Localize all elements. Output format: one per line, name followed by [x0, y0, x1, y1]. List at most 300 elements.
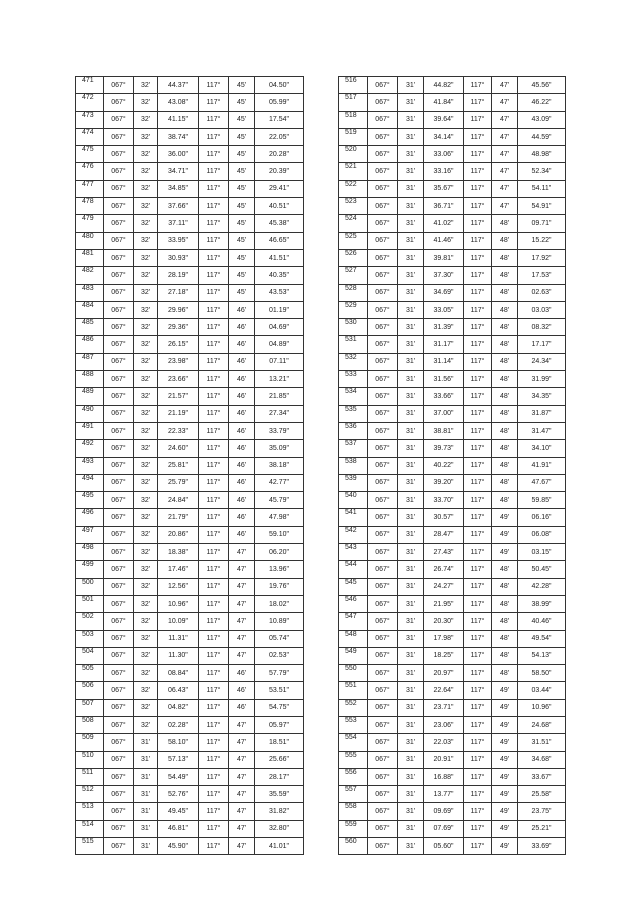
- table-row: [76, 768, 304, 785]
- lat-seconds-cell: 22.03": [424, 734, 464, 751]
- lat-minutes-cell: 32': [134, 267, 158, 284]
- lon-minutes-cell: 45': [229, 180, 255, 197]
- lat-seconds-cell: 31.39": [424, 319, 464, 336]
- point-number-cell: 555: [339, 751, 368, 768]
- lon-minutes-cell: 47': [492, 180, 518, 197]
- lat-seconds-cell: 52.76": [158, 786, 199, 803]
- lon-seconds-cell: 17.17": [518, 336, 566, 353]
- lat-degrees-cell: 067°: [368, 474, 398, 491]
- lat-degrees-cell: 067°: [368, 77, 398, 94]
- lat-minutes-cell: 32': [134, 336, 158, 353]
- lat-degrees-cell: 067°: [368, 319, 398, 336]
- lat-seconds-cell: 41.46": [424, 232, 464, 249]
- lon-degrees-cell: 117°: [199, 630, 229, 647]
- lat-minutes-cell: 32': [134, 232, 158, 249]
- table-row: [339, 388, 566, 405]
- lon-degrees-cell: 117°: [199, 232, 229, 249]
- lon-seconds-cell: 25.21": [518, 820, 566, 837]
- lon-seconds-cell: 33.69": [518, 838, 566, 855]
- lat-minutes-cell: 32': [134, 509, 158, 526]
- lat-minutes-cell: 32': [134, 405, 158, 422]
- point-number-cell: 521: [339, 163, 368, 180]
- lon-minutes-cell: 48': [492, 474, 518, 491]
- lon-degrees-cell: 117°: [199, 613, 229, 630]
- lat-seconds-cell: 39.20": [424, 474, 464, 491]
- lon-minutes-cell: 46': [229, 422, 255, 439]
- table-row: [339, 647, 566, 664]
- lat-seconds-cell: 26.74": [424, 561, 464, 578]
- lon-minutes-cell: 47': [229, 734, 255, 751]
- table-row: [76, 128, 304, 145]
- lon-degrees-cell: 117°: [199, 198, 229, 215]
- lat-minutes-cell: 31': [398, 699, 424, 716]
- coordinates-table-right: [338, 76, 566, 855]
- lat-degrees-cell: 067°: [368, 561, 398, 578]
- lat-seconds-cell: 54.49": [158, 768, 199, 785]
- lon-degrees-cell: 117°: [464, 716, 492, 733]
- table-row: [339, 751, 566, 768]
- lat-seconds-cell: 11.30": [158, 647, 199, 664]
- point-number-cell: 509: [76, 734, 104, 751]
- lon-seconds-cell: 04.50": [255, 77, 304, 94]
- lat-minutes-cell: 31': [134, 803, 158, 820]
- lat-degrees-cell: 067°: [368, 336, 398, 353]
- lat-seconds-cell: 21.79": [158, 509, 199, 526]
- lon-degrees-cell: 117°: [464, 353, 492, 370]
- lon-degrees-cell: 117°: [464, 544, 492, 561]
- lat-seconds-cell: 24.60": [158, 440, 199, 457]
- lat-seconds-cell: 16.88": [424, 768, 464, 785]
- table-row: [76, 803, 304, 820]
- point-number-cell: 532: [339, 353, 368, 370]
- lat-degrees-cell: 067°: [368, 301, 398, 318]
- lon-minutes-cell: 48': [492, 215, 518, 232]
- lon-degrees-cell: 117°: [464, 699, 492, 716]
- lat-degrees-cell: 067°: [104, 544, 134, 561]
- lat-seconds-cell: 35.67": [424, 180, 464, 197]
- lon-minutes-cell: 47': [229, 544, 255, 561]
- table-row: [76, 77, 304, 94]
- lat-degrees-cell: 067°: [368, 751, 398, 768]
- point-number-cell: 492: [76, 440, 104, 457]
- lon-degrees-cell: 117°: [199, 146, 229, 163]
- lat-degrees-cell: 067°: [104, 371, 134, 388]
- lat-seconds-cell: 37.30": [424, 267, 464, 284]
- table-row: [76, 440, 304, 457]
- lon-minutes-cell: 48': [492, 353, 518, 370]
- lon-minutes-cell: 47': [229, 595, 255, 612]
- lat-degrees-cell: 067°: [368, 734, 398, 751]
- lon-degrees-cell: 117°: [464, 630, 492, 647]
- table-row: [76, 249, 304, 266]
- lat-degrees-cell: 067°: [104, 94, 134, 111]
- lat-degrees-cell: 067°: [368, 820, 398, 837]
- lat-minutes-cell: 31': [398, 215, 424, 232]
- lon-minutes-cell: 47': [229, 820, 255, 837]
- lat-minutes-cell: 32': [134, 128, 158, 145]
- lat-seconds-cell: 05.60": [424, 838, 464, 855]
- lon-seconds-cell: 40.46": [518, 613, 566, 630]
- lon-minutes-cell: 45': [229, 267, 255, 284]
- lon-seconds-cell: 47.98": [255, 509, 304, 526]
- lat-seconds-cell: 33.16": [424, 163, 464, 180]
- lon-degrees-cell: 117°: [464, 405, 492, 422]
- lat-seconds-cell: 46.81": [158, 820, 199, 837]
- table-row: [76, 665, 304, 682]
- lon-degrees-cell: 117°: [199, 388, 229, 405]
- lat-degrees-cell: 067°: [368, 440, 398, 457]
- table-row: [76, 301, 304, 318]
- lat-seconds-cell: 34.71": [158, 163, 199, 180]
- lon-minutes-cell: 47': [492, 111, 518, 128]
- lat-seconds-cell: 41.15": [158, 111, 199, 128]
- lon-seconds-cell: 07.11": [255, 353, 304, 370]
- lon-minutes-cell: 48': [492, 249, 518, 266]
- lat-seconds-cell: 41.84": [424, 94, 464, 111]
- lat-minutes-cell: 31': [398, 128, 424, 145]
- lon-degrees-cell: 117°: [199, 111, 229, 128]
- lon-minutes-cell: 48': [492, 440, 518, 457]
- lon-seconds-cell: 32.80": [255, 820, 304, 837]
- lon-degrees-cell: 117°: [199, 457, 229, 474]
- lat-seconds-cell: 25.79": [158, 474, 199, 491]
- lat-degrees-cell: 067°: [368, 699, 398, 716]
- lon-degrees-cell: 117°: [199, 249, 229, 266]
- point-number-cell: 530: [339, 319, 368, 336]
- lon-minutes-cell: 47': [492, 163, 518, 180]
- lon-seconds-cell: 41.51": [255, 249, 304, 266]
- point-number-cell: 500: [76, 578, 104, 595]
- lon-minutes-cell: 47': [229, 838, 255, 855]
- lat-degrees-cell: 067°: [368, 180, 398, 197]
- lon-degrees-cell: 117°: [199, 716, 229, 733]
- lat-seconds-cell: 13.77": [424, 786, 464, 803]
- lon-degrees-cell: 117°: [199, 699, 229, 716]
- lat-seconds-cell: 20.91": [424, 751, 464, 768]
- lon-seconds-cell: 25.58": [518, 786, 566, 803]
- lat-seconds-cell: 10.96": [158, 595, 199, 612]
- table-row: [76, 198, 304, 215]
- lon-seconds-cell: 49.54": [518, 630, 566, 647]
- lat-minutes-cell: 31': [134, 751, 158, 768]
- table-row: [76, 509, 304, 526]
- lon-seconds-cell: 19.76": [255, 578, 304, 595]
- table-row: [339, 284, 566, 301]
- lon-degrees-cell: 117°: [199, 371, 229, 388]
- lat-minutes-cell: 31': [134, 734, 158, 751]
- lon-seconds-cell: 24.34": [518, 353, 566, 370]
- table-row: [339, 838, 566, 855]
- point-number-cell: 556: [339, 768, 368, 785]
- table-row: [339, 336, 566, 353]
- table-row: [76, 820, 304, 837]
- lat-minutes-cell: 32': [134, 474, 158, 491]
- lat-minutes-cell: 32': [134, 301, 158, 318]
- lat-seconds-cell: 43.08": [158, 94, 199, 111]
- lon-degrees-cell: 117°: [464, 595, 492, 612]
- lon-minutes-cell: 46': [229, 699, 255, 716]
- table-row: [339, 232, 566, 249]
- lat-degrees-cell: 067°: [368, 422, 398, 439]
- lon-minutes-cell: 47': [492, 94, 518, 111]
- lon-seconds-cell: 13.96": [255, 561, 304, 578]
- lat-seconds-cell: 39.81": [424, 249, 464, 266]
- lon-seconds-cell: 05.74": [255, 630, 304, 647]
- point-number-cell: 514: [76, 820, 104, 837]
- lat-seconds-cell: 22.33": [158, 422, 199, 439]
- lat-seconds-cell: 28.19": [158, 267, 199, 284]
- lon-degrees-cell: 117°: [199, 838, 229, 855]
- lon-seconds-cell: 31.99": [518, 371, 566, 388]
- lon-minutes-cell: 46': [229, 319, 255, 336]
- lon-seconds-cell: 01.19": [255, 301, 304, 318]
- lon-degrees-cell: 117°: [464, 146, 492, 163]
- lat-seconds-cell: 33.66": [424, 388, 464, 405]
- lat-minutes-cell: 31': [398, 94, 424, 111]
- lon-minutes-cell: 48': [492, 630, 518, 647]
- lon-degrees-cell: 117°: [199, 561, 229, 578]
- lon-minutes-cell: 48': [492, 457, 518, 474]
- lat-degrees-cell: 067°: [104, 111, 134, 128]
- lon-seconds-cell: 59.85": [518, 492, 566, 509]
- lon-minutes-cell: 48': [492, 319, 518, 336]
- lon-minutes-cell: 48': [492, 371, 518, 388]
- lon-degrees-cell: 117°: [199, 647, 229, 664]
- lat-minutes-cell: 32': [134, 561, 158, 578]
- table-row: [76, 647, 304, 664]
- lat-minutes-cell: 32': [134, 578, 158, 595]
- lon-seconds-cell: 13.21": [255, 371, 304, 388]
- lon-minutes-cell: 45': [229, 146, 255, 163]
- lon-degrees-cell: 117°: [464, 128, 492, 145]
- lon-degrees-cell: 117°: [464, 647, 492, 664]
- lon-seconds-cell: 54.13": [518, 647, 566, 664]
- lon-minutes-cell: 47': [229, 716, 255, 733]
- point-number-cell: 526: [339, 249, 368, 266]
- lat-seconds-cell: 12.56": [158, 578, 199, 595]
- lat-seconds-cell: 21.19": [158, 405, 199, 422]
- lat-degrees-cell: 067°: [104, 319, 134, 336]
- lon-seconds-cell: 08.32": [518, 319, 566, 336]
- table-row: [76, 422, 304, 439]
- lat-minutes-cell: 32': [134, 716, 158, 733]
- lon-minutes-cell: 45': [229, 111, 255, 128]
- lon-degrees-cell: 117°: [464, 301, 492, 318]
- lon-degrees-cell: 117°: [199, 284, 229, 301]
- lat-degrees-cell: 067°: [368, 716, 398, 733]
- lat-seconds-cell: 34.85": [158, 180, 199, 197]
- coordinates-table-left-body: [76, 77, 304, 855]
- point-number-cell: 552: [339, 699, 368, 716]
- table-row: [76, 682, 304, 699]
- lon-minutes-cell: 47': [229, 768, 255, 785]
- lon-seconds-cell: 42.28": [518, 578, 566, 595]
- lon-seconds-cell: 31.82": [255, 803, 304, 820]
- lat-minutes-cell: 31': [398, 647, 424, 664]
- lon-minutes-cell: 46': [229, 353, 255, 370]
- lon-seconds-cell: 31.51": [518, 734, 566, 751]
- lat-minutes-cell: 32': [134, 526, 158, 543]
- lat-degrees-cell: 067°: [104, 457, 134, 474]
- table-row: [76, 716, 304, 733]
- coordinates-table-right-body: [339, 77, 566, 855]
- lon-minutes-cell: 48': [492, 405, 518, 422]
- lon-minutes-cell: 47': [492, 198, 518, 215]
- lat-minutes-cell: 32': [134, 319, 158, 336]
- table-row: [76, 786, 304, 803]
- lat-degrees-cell: 067°: [368, 509, 398, 526]
- lat-degrees-cell: 067°: [104, 526, 134, 543]
- lon-minutes-cell: 46': [229, 457, 255, 474]
- lon-seconds-cell: 02.63": [518, 284, 566, 301]
- lon-minutes-cell: 46': [229, 301, 255, 318]
- lon-minutes-cell: 45': [229, 94, 255, 111]
- table-row: [339, 301, 566, 318]
- lat-seconds-cell: 33.95": [158, 232, 199, 249]
- lat-minutes-cell: 32': [134, 613, 158, 630]
- lon-degrees-cell: 117°: [199, 768, 229, 785]
- lat-minutes-cell: 32': [134, 595, 158, 612]
- lat-minutes-cell: 31': [398, 561, 424, 578]
- lon-seconds-cell: 59.10": [255, 526, 304, 543]
- lon-minutes-cell: 48': [492, 388, 518, 405]
- lat-minutes-cell: 31': [398, 820, 424, 837]
- lon-seconds-cell: 35.59": [255, 786, 304, 803]
- lon-minutes-cell: 47': [229, 561, 255, 578]
- table-row: [76, 526, 304, 543]
- lat-degrees-cell: 067°: [368, 405, 398, 422]
- lon-degrees-cell: 117°: [199, 526, 229, 543]
- lon-minutes-cell: 47': [229, 751, 255, 768]
- lon-degrees-cell: 117°: [199, 820, 229, 837]
- lat-minutes-cell: 32': [134, 198, 158, 215]
- point-number-cell: 538: [339, 457, 368, 474]
- lat-degrees-cell: 067°: [368, 526, 398, 543]
- lon-seconds-cell: 09.71": [518, 215, 566, 232]
- table-row: [339, 371, 566, 388]
- point-number-cell: 476: [76, 163, 104, 180]
- table-row: [76, 215, 304, 232]
- lon-minutes-cell: 48': [492, 613, 518, 630]
- table-row: [339, 215, 566, 232]
- lon-minutes-cell: 47': [229, 647, 255, 664]
- lat-minutes-cell: 32': [134, 180, 158, 197]
- lat-minutes-cell: 31': [134, 768, 158, 785]
- lon-degrees-cell: 117°: [464, 336, 492, 353]
- lon-seconds-cell: 31.47": [518, 422, 566, 439]
- lat-minutes-cell: 32': [134, 665, 158, 682]
- table-row: [76, 267, 304, 284]
- lon-degrees-cell: 117°: [464, 198, 492, 215]
- table-row: [76, 163, 304, 180]
- point-number-cell: 508: [76, 716, 104, 733]
- point-number-cell: 471: [76, 77, 104, 94]
- lon-degrees-cell: 117°: [199, 786, 229, 803]
- table-row: [339, 734, 566, 751]
- lat-minutes-cell: 32': [134, 353, 158, 370]
- point-number-cell: 485: [76, 319, 104, 336]
- lat-minutes-cell: 31': [134, 786, 158, 803]
- lat-degrees-cell: 067°: [368, 353, 398, 370]
- table-row: [76, 578, 304, 595]
- lat-minutes-cell: 31': [398, 509, 424, 526]
- table-row: [339, 803, 566, 820]
- lat-minutes-cell: 32': [134, 457, 158, 474]
- lon-seconds-cell: 02.53": [255, 647, 304, 664]
- lon-minutes-cell: 49': [492, 682, 518, 699]
- lon-seconds-cell: 17.53": [518, 267, 566, 284]
- lat-degrees-cell: 067°: [104, 492, 134, 509]
- lat-minutes-cell: 32': [134, 544, 158, 561]
- lon-seconds-cell: 53.51": [255, 682, 304, 699]
- lat-degrees-cell: 067°: [104, 630, 134, 647]
- point-number-cell: 511: [76, 768, 104, 785]
- lon-minutes-cell: 48': [492, 665, 518, 682]
- table-row: [339, 786, 566, 803]
- lat-degrees-cell: 067°: [368, 838, 398, 855]
- table-row: [339, 578, 566, 595]
- lat-minutes-cell: 31': [398, 371, 424, 388]
- lon-degrees-cell: 117°: [464, 232, 492, 249]
- lat-seconds-cell: 37.11": [158, 215, 199, 232]
- lon-degrees-cell: 117°: [199, 128, 229, 145]
- point-number-cell: 522: [339, 180, 368, 197]
- point-number-cell: 539: [339, 474, 368, 491]
- lat-degrees-cell: 067°: [104, 474, 134, 491]
- lon-seconds-cell: 42.77": [255, 474, 304, 491]
- point-number-cell: 490: [76, 405, 104, 422]
- table-row: [76, 146, 304, 163]
- lon-degrees-cell: 117°: [464, 371, 492, 388]
- lon-degrees-cell: 117°: [464, 388, 492, 405]
- lon-seconds-cell: 17.92": [518, 249, 566, 266]
- lat-degrees-cell: 067°: [104, 751, 134, 768]
- table-row: [76, 353, 304, 370]
- lon-degrees-cell: 117°: [199, 163, 229, 180]
- point-number-cell: 473: [76, 111, 104, 128]
- lon-seconds-cell: 18.02": [255, 595, 304, 612]
- lat-degrees-cell: 067°: [368, 647, 398, 664]
- lon-minutes-cell: 46': [229, 336, 255, 353]
- lon-minutes-cell: 45': [229, 163, 255, 180]
- lat-minutes-cell: 31': [398, 422, 424, 439]
- lat-minutes-cell: 31': [134, 820, 158, 837]
- lon-minutes-cell: 46': [229, 388, 255, 405]
- lat-degrees-cell: 067°: [104, 561, 134, 578]
- table-row: [339, 699, 566, 716]
- lon-degrees-cell: 117°: [464, 284, 492, 301]
- lat-degrees-cell: 067°: [368, 232, 398, 249]
- point-number-cell: 529: [339, 301, 368, 318]
- lon-degrees-cell: 117°: [199, 440, 229, 457]
- point-number-cell: 484: [76, 301, 104, 318]
- lat-seconds-cell: 58.10": [158, 734, 199, 751]
- table-row: [76, 111, 304, 128]
- lat-seconds-cell: 44.37": [158, 77, 199, 94]
- lon-seconds-cell: 43.09": [518, 111, 566, 128]
- point-number-cell: 478: [76, 198, 104, 215]
- point-number-cell: 549: [339, 647, 368, 664]
- table-row: [339, 665, 566, 682]
- lat-degrees-cell: 067°: [368, 371, 398, 388]
- lon-seconds-cell: 41.91": [518, 457, 566, 474]
- lon-seconds-cell: 17.54": [255, 111, 304, 128]
- lat-seconds-cell: 07.69": [424, 820, 464, 837]
- table-row: [76, 492, 304, 509]
- lat-degrees-cell: 067°: [368, 267, 398, 284]
- lat-minutes-cell: 31': [398, 111, 424, 128]
- lon-degrees-cell: 117°: [464, 77, 492, 94]
